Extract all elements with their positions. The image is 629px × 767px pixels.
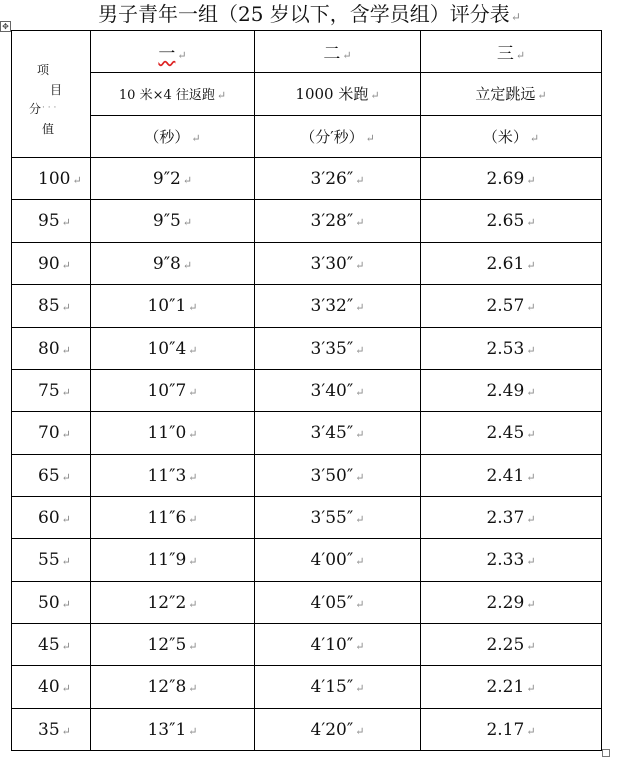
paragraph-mark-icon: ↵ <box>355 385 365 399</box>
paragraph-mark-icon: ↵ <box>61 639 71 653</box>
score-cell-value: 45 <box>38 634 60 655</box>
paragraph-mark-icon: ↵ <box>526 512 536 526</box>
paragraph-mark-icon: ↵ <box>526 597 536 611</box>
run-1000m-cell-value: 4′00″ <box>310 550 354 570</box>
shuttle-run-cell <box>91 328 255 370</box>
paragraph-mark-icon: ↵ <box>61 428 71 441</box>
score-cell <box>12 200 91 243</box>
standing-jump-cell <box>421 412 602 455</box>
shuttle-run-cell-value: 12″2 <box>147 592 187 613</box>
table-row <box>12 455 602 497</box>
run-1000m-cell-value: 4′10″ <box>310 634 354 655</box>
shuttle-run-cell-value: 10″4 <box>147 338 187 359</box>
standing-jump-cell <box>421 709 602 751</box>
paragraph-mark-icon: ↵ <box>188 597 198 611</box>
run-1000m-cell <box>255 328 421 370</box>
col-name-label: 立定跳远 <box>475 85 536 104</box>
score-cell <box>12 243 91 285</box>
score-cell <box>12 370 91 412</box>
paragraph-mark-icon: ↵ <box>188 428 198 441</box>
run-1000m-cell-value: 3′40″ <box>310 380 354 401</box>
standing-jump-cell-value: 2.57 <box>486 296 525 316</box>
paragraph-mark-icon: ↵ <box>355 343 365 357</box>
paragraph-mark-icon: ↵ <box>188 343 198 357</box>
standing-jump-cell <box>421 582 602 624</box>
standing-jump-cell <box>421 243 602 285</box>
col-unit-label: （秒） <box>144 127 190 146</box>
score-cell-value: 80 <box>38 338 60 359</box>
shuttle-run-cell <box>91 285 255 328</box>
shuttle-run-cell-value: 11″9 <box>147 550 187 570</box>
standing-jump-cell-value: 2.45 <box>486 423 525 443</box>
run-1000m-cell-value: 3′50″ <box>310 465 354 486</box>
run-1000m-cell-value: 3′32″ <box>310 296 354 316</box>
col-unit-1 <box>91 115 255 157</box>
score-cell <box>12 328 91 370</box>
paragraph-mark-icon: ↵ <box>61 216 71 229</box>
shuttle-run-cell <box>91 582 255 624</box>
run-1000m-cell-value: 3′55″ <box>310 507 354 528</box>
paragraph-mark-icon: ↵ <box>61 682 71 695</box>
run-1000m-cell <box>255 412 421 455</box>
header-row-unit <box>12 115 602 157</box>
table-row <box>12 412 602 455</box>
paragraph-mark-icon: ↵ <box>526 216 536 229</box>
score-cell-value: 40 <box>38 677 60 697</box>
paragraph-mark-icon: ↵ <box>537 89 547 103</box>
standing-jump-cell <box>421 328 602 370</box>
run-1000m-cell <box>255 285 421 328</box>
shuttle-run-cell-value: 10″7 <box>147 380 187 401</box>
paragraph-mark-icon: ↵ <box>72 173 82 187</box>
run-1000m-cell <box>255 497 421 539</box>
score-cell <box>12 582 91 624</box>
paragraph-mark-icon: ↵ <box>365 131 375 145</box>
paragraph-mark-icon: ↵ <box>355 639 365 653</box>
run-1000m-cell-value: 4′05″ <box>310 592 354 613</box>
shuttle-run-cell-value: 13″1 <box>147 719 187 740</box>
run-1000m-cell <box>255 709 421 751</box>
paragraph-mark-icon: ↵ <box>355 470 365 484</box>
paragraph-mark-icon: ↵ <box>370 89 380 103</box>
col-name-2 <box>255 73 421 115</box>
score-cell <box>12 412 91 455</box>
paragraph-mark-icon: ↵ <box>355 682 365 695</box>
paragraph-mark-icon: ↵ <box>526 258 536 272</box>
paragraph-mark-icon: ↵ <box>526 343 536 357</box>
col-name-label: 10 米×4 往返跑 <box>118 87 215 103</box>
header-row-name <box>12 73 602 115</box>
header-row-number <box>12 31 602 73</box>
table-row <box>12 539 602 582</box>
table-row <box>12 709 602 751</box>
paragraph-mark-icon: ↵ <box>355 428 365 441</box>
run-1000m-cell <box>255 539 421 582</box>
score-table <box>11 30 602 751</box>
paragraph-mark-icon: ↵ <box>61 385 71 399</box>
table-row <box>12 243 602 285</box>
col-unit-3 <box>421 115 602 157</box>
shuttle-run-cell-value: 10″1 <box>147 296 187 316</box>
score-cell <box>12 285 91 328</box>
paragraph-mark-icon: ↵ <box>182 173 193 187</box>
shuttle-run-cell-value: 11″3 <box>147 465 187 486</box>
paragraph-mark-icon: ↵ <box>342 49 352 63</box>
score-cell <box>12 158 91 200</box>
col-name-3 <box>421 73 602 115</box>
shuttle-run-cell-value: 9″5 <box>152 211 181 231</box>
shuttle-run-cell-value: 9″8 <box>152 253 181 274</box>
paragraph-mark-icon: ↵ <box>355 724 365 738</box>
table-row <box>12 158 602 200</box>
standing-jump-cell-value: 2.65 <box>486 211 525 231</box>
col-name-1 <box>91 73 255 115</box>
score-cell <box>12 709 91 751</box>
shuttle-run-cell <box>91 158 255 200</box>
col-number-2 <box>255 31 421 73</box>
paragraph-mark-icon: ↵ <box>526 682 536 695</box>
paragraph-mark-icon: ↵ <box>191 131 201 145</box>
run-1000m-cell-value: 3′35″ <box>310 338 354 359</box>
score-cell-value: 55 <box>38 550 60 570</box>
paragraph-mark-icon: ↵ <box>355 173 365 187</box>
paragraph-mark-icon: ↵ <box>355 216 365 229</box>
standing-jump-cell-value: 2.61 <box>486 253 525 274</box>
paragraph-mark-icon: ↵ <box>526 470 536 484</box>
paragraph-mark-icon: ↵ <box>188 385 198 399</box>
paragraph-mark-icon: ↵ <box>61 470 71 484</box>
corner-label-fen: 分 <box>29 102 42 116</box>
standing-jump-cell-value: 2.69 <box>486 168 525 189</box>
paragraph-mark-icon: ↵ <box>510 10 521 24</box>
standing-jump-cell-value: 2.49 <box>486 380 525 401</box>
standing-jump-cell-value: 2.37 <box>486 507 525 528</box>
score-cell <box>12 666 91 709</box>
table-row <box>12 370 602 412</box>
paragraph-mark-icon: ↵ <box>216 88 227 102</box>
shuttle-run-cell-value: 11″6 <box>147 507 187 528</box>
col-number-label: 二 <box>323 44 341 65</box>
table-row <box>12 497 602 539</box>
shuttle-run-cell <box>91 243 255 285</box>
run-1000m-cell-value: 3′30″ <box>310 253 354 274</box>
standing-jump-cell-value: 2.29 <box>486 592 525 613</box>
score-cell <box>12 497 91 539</box>
score-cell <box>12 455 91 497</box>
paragraph-mark-icon: ↵ <box>61 724 71 738</box>
standing-jump-cell-value: 2.53 <box>486 338 525 359</box>
paragraph-mark-icon: ↵ <box>188 555 198 568</box>
shuttle-run-cell <box>91 200 255 243</box>
shuttle-run-cell <box>91 666 255 709</box>
paragraph-mark-icon: ↵ <box>188 682 198 695</box>
table-row <box>12 285 602 328</box>
corner-header-cell <box>12 31 91 158</box>
col-name-label: 1000 米跑 <box>295 85 369 104</box>
standing-jump-cell <box>421 200 602 243</box>
shuttle-run-cell <box>91 539 255 582</box>
standing-jump-cell-value: 2.17 <box>486 719 525 740</box>
run-1000m-cell <box>255 455 421 497</box>
run-1000m-cell <box>255 624 421 666</box>
shuttle-run-cell-value: 12″8 <box>147 677 187 697</box>
score-cell-value: 75 <box>38 380 60 401</box>
paragraph-mark-icon: ↵ <box>61 301 71 314</box>
paragraph-mark-icon: ↵ <box>526 428 536 441</box>
standing-jump-cell-value: 2.25 <box>486 634 525 655</box>
standing-jump-cell <box>421 455 602 497</box>
col-number-label: 一 <box>158 44 176 65</box>
paragraph-mark-icon: ↵ <box>526 724 536 738</box>
paragraph-mark-icon: ↵ <box>61 258 71 272</box>
shuttle-run-cell <box>91 497 255 539</box>
corner-label-zhi: 值 <box>42 122 55 136</box>
score-cell-value: 60 <box>38 507 60 528</box>
standing-jump-cell-value: 2.33 <box>486 550 525 570</box>
paragraph-mark-icon: ↵ <box>526 173 536 187</box>
paragraph-mark-icon: ↵ <box>355 301 365 314</box>
standing-jump-cell <box>421 497 602 539</box>
paragraph-mark-icon: ↵ <box>526 301 536 314</box>
shuttle-run-cell <box>91 412 255 455</box>
paragraph-mark-icon: ↵ <box>529 131 540 145</box>
score-cell-value: 35 <box>38 719 60 740</box>
col-number-1 <box>91 31 255 73</box>
paragraph-mark-icon: ↵ <box>188 301 198 314</box>
shuttle-run-cell <box>91 370 255 412</box>
paragraph-mark-icon: ↵ <box>182 216 193 229</box>
paragraph-mark-icon: ↵ <box>355 597 365 611</box>
paragraph-mark-icon: ↵ <box>188 512 198 526</box>
standing-jump-cell-value: 2.41 <box>486 465 525 486</box>
paragraph-mark-icon: ↵ <box>61 555 71 568</box>
standing-jump-cell <box>421 158 602 200</box>
col-number-3 <box>421 31 602 73</box>
score-cell-value: 100 <box>38 168 71 189</box>
shuttle-run-cell-value: 12″5 <box>147 634 187 655</box>
run-1000m-cell-value: 3′45″ <box>310 423 354 443</box>
table-row <box>12 666 602 709</box>
paragraph-mark-icon: ↵ <box>61 597 71 611</box>
shuttle-run-cell <box>91 624 255 666</box>
standing-jump-cell <box>421 370 602 412</box>
col-unit-label: （分′秒） <box>300 127 364 146</box>
score-cell-value: 85 <box>38 296 60 316</box>
col-number-label: 三 <box>496 44 514 65</box>
end-of-table-marker-icon <box>602 749 610 757</box>
corner-label-mu: 目 <box>50 83 63 97</box>
shuttle-run-cell-value: 9″2 <box>152 168 181 189</box>
run-1000m-cell <box>255 666 421 709</box>
paragraph-mark-icon: ↵ <box>188 470 198 484</box>
paragraph-mark-icon: ↵ <box>177 49 187 63</box>
paragraph-mark-icon: ↵ <box>515 49 526 63</box>
score-cell-value: 65 <box>38 465 60 486</box>
paragraph-mark-icon: ↵ <box>61 343 71 357</box>
shuttle-run-cell <box>91 709 255 751</box>
table-row <box>12 624 602 666</box>
score-cell-value: 70 <box>38 423 60 443</box>
standing-jump-cell <box>421 666 602 709</box>
score-cell-value: 90 <box>38 253 60 274</box>
shuttle-run-cell-value: 11″0 <box>147 423 187 443</box>
shuttle-run-cell <box>91 455 255 497</box>
corner-label-item: 项 <box>37 63 50 77</box>
paragraph-mark-icon: ↵ <box>182 258 193 272</box>
col-unit-2 <box>255 115 421 157</box>
title-text: 男子青年一组（25 岁以下，含学员组）评分表 <box>98 2 510 26</box>
run-1000m-cell <box>255 243 421 285</box>
paragraph-mark-icon: ↵ <box>188 724 198 738</box>
page-title <box>98 2 521 29</box>
table-row <box>12 328 602 370</box>
corner-dots: · · · <box>42 103 57 113</box>
run-1000m-cell-value: 3′26″ <box>310 168 354 189</box>
standing-jump-cell-value: 2.21 <box>486 677 525 697</box>
table-row <box>12 200 602 243</box>
score-cell-value: 50 <box>38 592 60 613</box>
paragraph-mark-icon: ↵ <box>355 555 365 568</box>
run-1000m-cell-value: 3′28″ <box>310 211 354 231</box>
paragraph-mark-icon: ↵ <box>61 512 71 526</box>
table-row <box>12 582 602 624</box>
standing-jump-cell <box>421 624 602 666</box>
score-cell <box>12 539 91 582</box>
standing-jump-cell <box>421 539 602 582</box>
col-unit-label: （米） <box>482 127 528 146</box>
paragraph-mark-icon: ↵ <box>188 639 198 653</box>
run-1000m-cell <box>255 582 421 624</box>
paragraph-mark-icon: ↵ <box>526 639 536 653</box>
paragraph-mark-icon: ↵ <box>355 258 365 272</box>
run-1000m-cell <box>255 158 421 200</box>
run-1000m-cell <box>255 200 421 243</box>
paragraph-mark-icon: ↵ <box>355 512 365 526</box>
standing-jump-cell <box>421 285 602 328</box>
run-1000m-cell-value: 4′15″ <box>310 677 354 697</box>
paragraph-mark-icon: ↵ <box>526 385 536 399</box>
score-cell <box>12 624 91 666</box>
paragraph-mark-icon: ↵ <box>526 555 536 568</box>
run-1000m-cell-value: 4′20″ <box>310 719 354 740</box>
table-move-handle-icon[interactable]: ✥ <box>0 21 11 32</box>
run-1000m-cell <box>255 370 421 412</box>
score-cell-value: 95 <box>38 211 60 231</box>
